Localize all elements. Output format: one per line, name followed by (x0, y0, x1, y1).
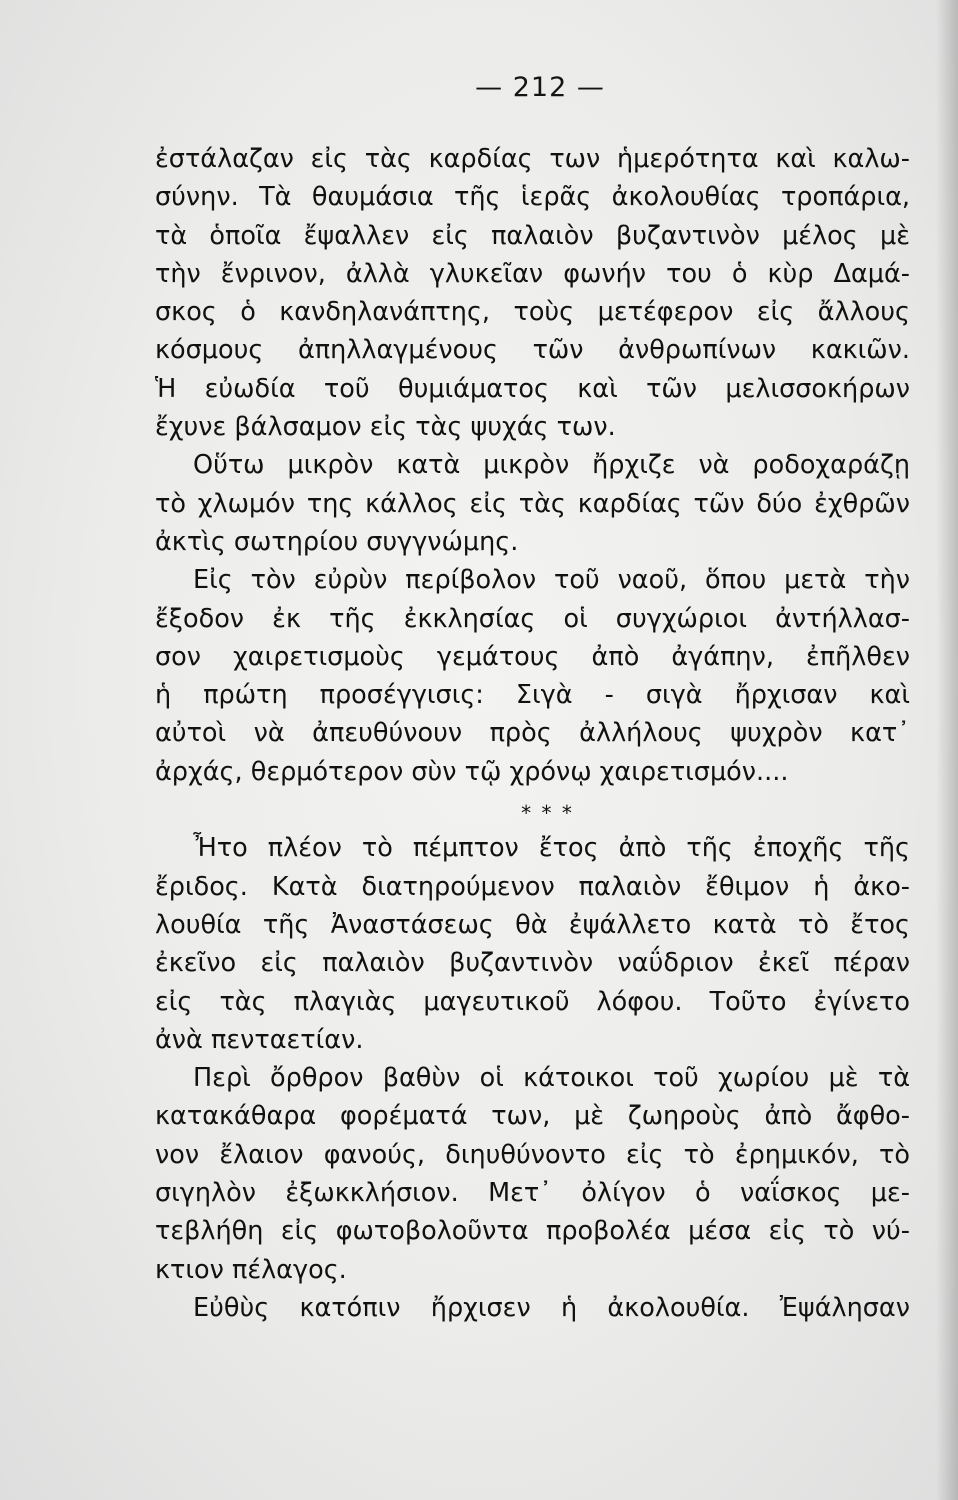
text-line: κόσμους ἀπηλλαγμένους τῶν ἀνθρωπίνων κακιῶν. (155, 335, 910, 366)
text-line: τὴν ἔνρινον, ἀλλὰ γλυκεῖαν φωνήν του ὁ κὺρ Δαμά- (155, 258, 910, 289)
text-line: Εἰς τὸν εὐρὺν περίβολον τοῦ ναοῦ, ὅπου μετὰ τὴν (193, 565, 910, 596)
text-line: νον ἔλαιον φανούς, διηυθύνοντο εἰς τὸ ἐρημικόν, τὸ (155, 1139, 910, 1170)
page-number: — 212 — (475, 72, 605, 103)
text-line: ἀκτὶς σωτηρίου συγγνώμης. (155, 526, 519, 557)
text-line: τεβλήθη εἰς φωτοβολοῦντα προβολέα μέσα εἰς τὸ νύ- (155, 1216, 910, 1247)
text-line: σιγηλὸν ἐξωκκλήσιον. Μετ᾽ ὀλίγον ὁ ναΐσκος με- (155, 1178, 910, 1209)
text-line: ἐστάλαζαν εἰς τὰς καρδίας των ἡμερότητα καὶ καλω- (155, 144, 910, 174)
body-text (155, 140, 910, 1327)
page-spine-shadow (936, 0, 958, 1500)
text-line: λουθία τῆς Ἀναστάσεως θὰ ἐψάλλετο κατὰ τὸ ἔτος (155, 909, 910, 940)
text-line: Εὐθὺς κατόπιν ἤρχισεν ἡ ἀκολουθία. Ἐψάλησαν (193, 1292, 910, 1323)
text-line: ἔριδος. Κατὰ διατηρούμενον παλαιὸν ἔθιμον ἡ ἀκο- (155, 871, 910, 902)
text-line: Οὕτω μικρὸν κατὰ μικρὸν ἤρχιζε νὰ ροδοχαράζῃ (193, 450, 910, 481)
text-line: ἡ πρώτη προσέγγισις: Σιγὰ - σιγὰ ἤρχισαν καὶ (155, 680, 910, 711)
text-line: αὐτοὶ νὰ ἀπευθύνουν πρὸς ἀλλήλους ψυχρὸν κατ᾽ (155, 718, 910, 749)
text-line: εἰς τὰς πλαγιὰς μαγευτικοῦ λόφου. Τοῦτο ἐγίνετο (155, 986, 910, 1017)
text-line: ἔχυνε βάλσαμον εἰς τὰς ψυχάς των. (155, 412, 616, 443)
text-line: σον χαιρετισμοὺς γεμάτους ἀπὸ ἀγάπην, ἐπῆλθεν (155, 641, 910, 672)
text-line: κατακάθαρα φορέματά των, μὲ ζωηροὺς ἀπὸ ἄφθο- (155, 1101, 910, 1132)
text-line: σκος ὁ κανδηλανάπτης, τοὺς μετέφερον εἰς ἄλλους (155, 297, 910, 328)
text-line: Ἡ εὐωδία τοῦ θυμιάματος καὶ τῶν μελισσοκήρων (155, 373, 910, 404)
text-line: ἔξοδον ἐκ τῆς ἐκκλησίας οἱ συγχώριοι ἀντήλλασ- (155, 603, 910, 634)
text-line: Ἦτο πλέον τὸ πέμπτον ἔτος ἀπὸ τῆς ἐποχῆς τῆς (193, 833, 910, 864)
text-line: Περὶ ὄρθρον βαθὺν οἱ κάτοικοι τοῦ χωρίου μὲ τὰ (193, 1063, 910, 1094)
text-line: τὸ χλωμόν της κάλλος εἰς τὰς καρδίας τῶν δύο ἐχθρῶν (155, 488, 910, 519)
text-line: σύνην. Τὰ θαυμάσια τῆς ἱερᾶς ἀκολουθίας τροπάρια, (155, 182, 910, 213)
text-line: ἀνὰ πενταετίαν. (155, 1024, 364, 1055)
section-separator: * * * (521, 801, 574, 826)
text-line: ἐκεῖνο εἰς παλαιὸν βυζαντινὸν ναΰδριον ἐκεῖ πέραν (155, 948, 910, 979)
text-line: κτιον πέλαγος. (155, 1254, 347, 1285)
text-line: τὰ ὁποῖα ἔψαλλεν εἰς παλαιὸν βυζαντινὸν μέλος μὲ (155, 220, 910, 251)
text-line: ἀρχάς, θερμότερον σὺν τῷ χρόνῳ χαιρετισμόν.... (155, 756, 789, 787)
